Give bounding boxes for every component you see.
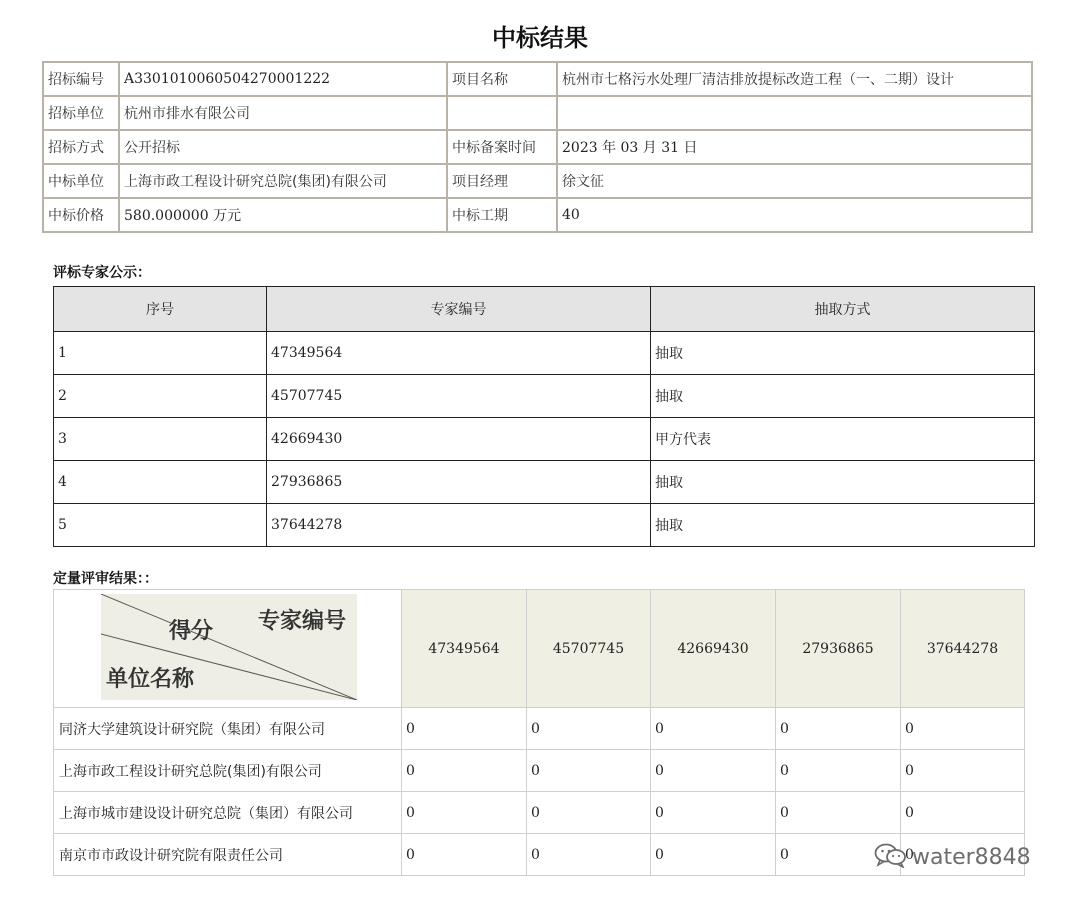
info-value: 580.000000 万元 xyxy=(119,198,447,232)
score-cell: 0 xyxy=(776,750,901,792)
corner-unit-label: 单位名称 xyxy=(106,667,195,692)
expert-id: 45707745 xyxy=(267,375,651,418)
expert-method: 抽取 xyxy=(651,332,1035,375)
info-value xyxy=(557,96,1032,130)
score-cell: 0 xyxy=(901,708,1025,750)
expert-id: 42669430 xyxy=(267,418,651,461)
expert-no: 2 xyxy=(54,375,267,418)
expert-method: 甲方代表 xyxy=(651,418,1035,461)
experts-table xyxy=(53,286,1035,547)
score-cell: 0 xyxy=(527,834,651,876)
table-row xyxy=(54,750,1025,792)
expert-column-header: 42669430 xyxy=(651,590,776,708)
expert-no: 3 xyxy=(54,418,267,461)
info-value: 公开招标 xyxy=(119,130,447,164)
scores-section-label: 定量评审结果：： xyxy=(53,571,158,587)
corner-expert-label: 专家编号 xyxy=(258,609,347,634)
table-row xyxy=(43,164,1032,198)
unit-name: 南京市市政设计研究院有限责任公司 xyxy=(54,834,402,876)
score-cell: 0 xyxy=(402,834,527,876)
unit-name: 上海市政工程设计研究总院(集团)有限公司 xyxy=(54,750,402,792)
info-value: 杭州市七格污水处理厂清洁排放提标改造工程（一、二期）设计 xyxy=(557,62,1032,96)
expert-column-header: 37644278 xyxy=(901,590,1025,708)
unit-name: 同济大学建筑设计研究院（集团）有限公司 xyxy=(54,708,402,750)
table-row xyxy=(54,792,1025,834)
table-row xyxy=(43,198,1032,232)
score-cell: 0 xyxy=(651,708,776,750)
info-key: 中标价格 xyxy=(43,198,119,232)
table-row xyxy=(54,332,1035,375)
score-cell: 0 xyxy=(527,792,651,834)
score-cell: 0 xyxy=(527,708,651,750)
table-row xyxy=(43,130,1032,164)
expert-no: 5 xyxy=(54,504,267,547)
wechat-icon xyxy=(874,842,908,874)
info-key xyxy=(447,96,557,130)
table-row xyxy=(54,504,1035,547)
page-title: 中标结果 xyxy=(492,24,588,52)
info-key: 项目名称 xyxy=(447,62,557,96)
table-row xyxy=(54,418,1035,461)
table-row xyxy=(43,62,1032,96)
score-cell: 0 xyxy=(651,750,776,792)
table-row xyxy=(54,461,1035,504)
table-header-row xyxy=(54,590,1025,708)
info-value: 徐文征 xyxy=(557,164,1032,198)
score-cell: 0 xyxy=(402,750,527,792)
info-value: A3301010060504270001222 xyxy=(119,62,447,96)
table-row xyxy=(54,375,1035,418)
experts-section-label: 评标专家公示： xyxy=(53,265,151,281)
unit-name: 上海市城市建设设计研究总院（集团）有限公司 xyxy=(54,792,402,834)
score-cell: 0 xyxy=(402,792,527,834)
score-cell: 0 xyxy=(776,708,901,750)
score-cell: 0 xyxy=(651,792,776,834)
corner-score-label: 得分 xyxy=(169,619,214,644)
table-header-row xyxy=(54,287,1035,332)
expert-id: 47349564 xyxy=(267,332,651,375)
expert-column-header: 47349564 xyxy=(402,590,527,708)
info-key: 项目经理 xyxy=(447,164,557,198)
expert-column-header: 27936865 xyxy=(776,590,901,708)
expert-method: 抽取 xyxy=(651,375,1035,418)
info-value: 上海市政工程设计研究总院(集团)有限公司 xyxy=(119,164,447,198)
column-header: 专家编号 xyxy=(267,287,651,332)
score-cell: 0 xyxy=(776,834,901,876)
expert-id: 37644278 xyxy=(267,504,651,547)
info-key: 招标单位 xyxy=(43,96,119,130)
info-key: 中标单位 xyxy=(43,164,119,198)
expert-method: 抽取 xyxy=(651,461,1035,504)
column-header: 序号 xyxy=(54,287,267,332)
info-key: 招标方式 xyxy=(43,130,119,164)
score-cell: 0 xyxy=(402,708,527,750)
watermark xyxy=(874,842,1031,874)
watermark-text: water8848 xyxy=(912,845,1031,870)
info-key: 中标工期 xyxy=(447,198,557,232)
score-cell: 0 xyxy=(527,750,651,792)
bid-info-table xyxy=(42,61,1033,233)
table-row xyxy=(54,708,1025,750)
info-value: 40 xyxy=(557,198,1032,232)
corner-header xyxy=(54,590,402,708)
corner-diagonal-header xyxy=(101,594,357,700)
expert-id: 27936865 xyxy=(267,461,651,504)
score-cell: 0 xyxy=(901,750,1025,792)
expert-no: 1 xyxy=(54,332,267,375)
expert-no: 4 xyxy=(54,461,267,504)
expert-method: 抽取 xyxy=(651,504,1035,547)
column-header: 抽取方式 xyxy=(651,287,1035,332)
table-row xyxy=(43,96,1032,130)
info-key: 中标备案时间 xyxy=(447,130,557,164)
score-cell: 0 xyxy=(776,792,901,834)
score-cell: 0 xyxy=(901,792,1025,834)
score-cell: 0 xyxy=(901,834,1025,876)
info-key: 招标编号 xyxy=(43,62,119,96)
info-value: 杭州市排水有限公司 xyxy=(119,96,447,130)
info-value: 2023 年 03 月 31 日 xyxy=(557,130,1032,164)
expert-column-header: 45707745 xyxy=(527,590,651,708)
scores-table xyxy=(53,589,1025,876)
score-cell: 0 xyxy=(651,834,776,876)
